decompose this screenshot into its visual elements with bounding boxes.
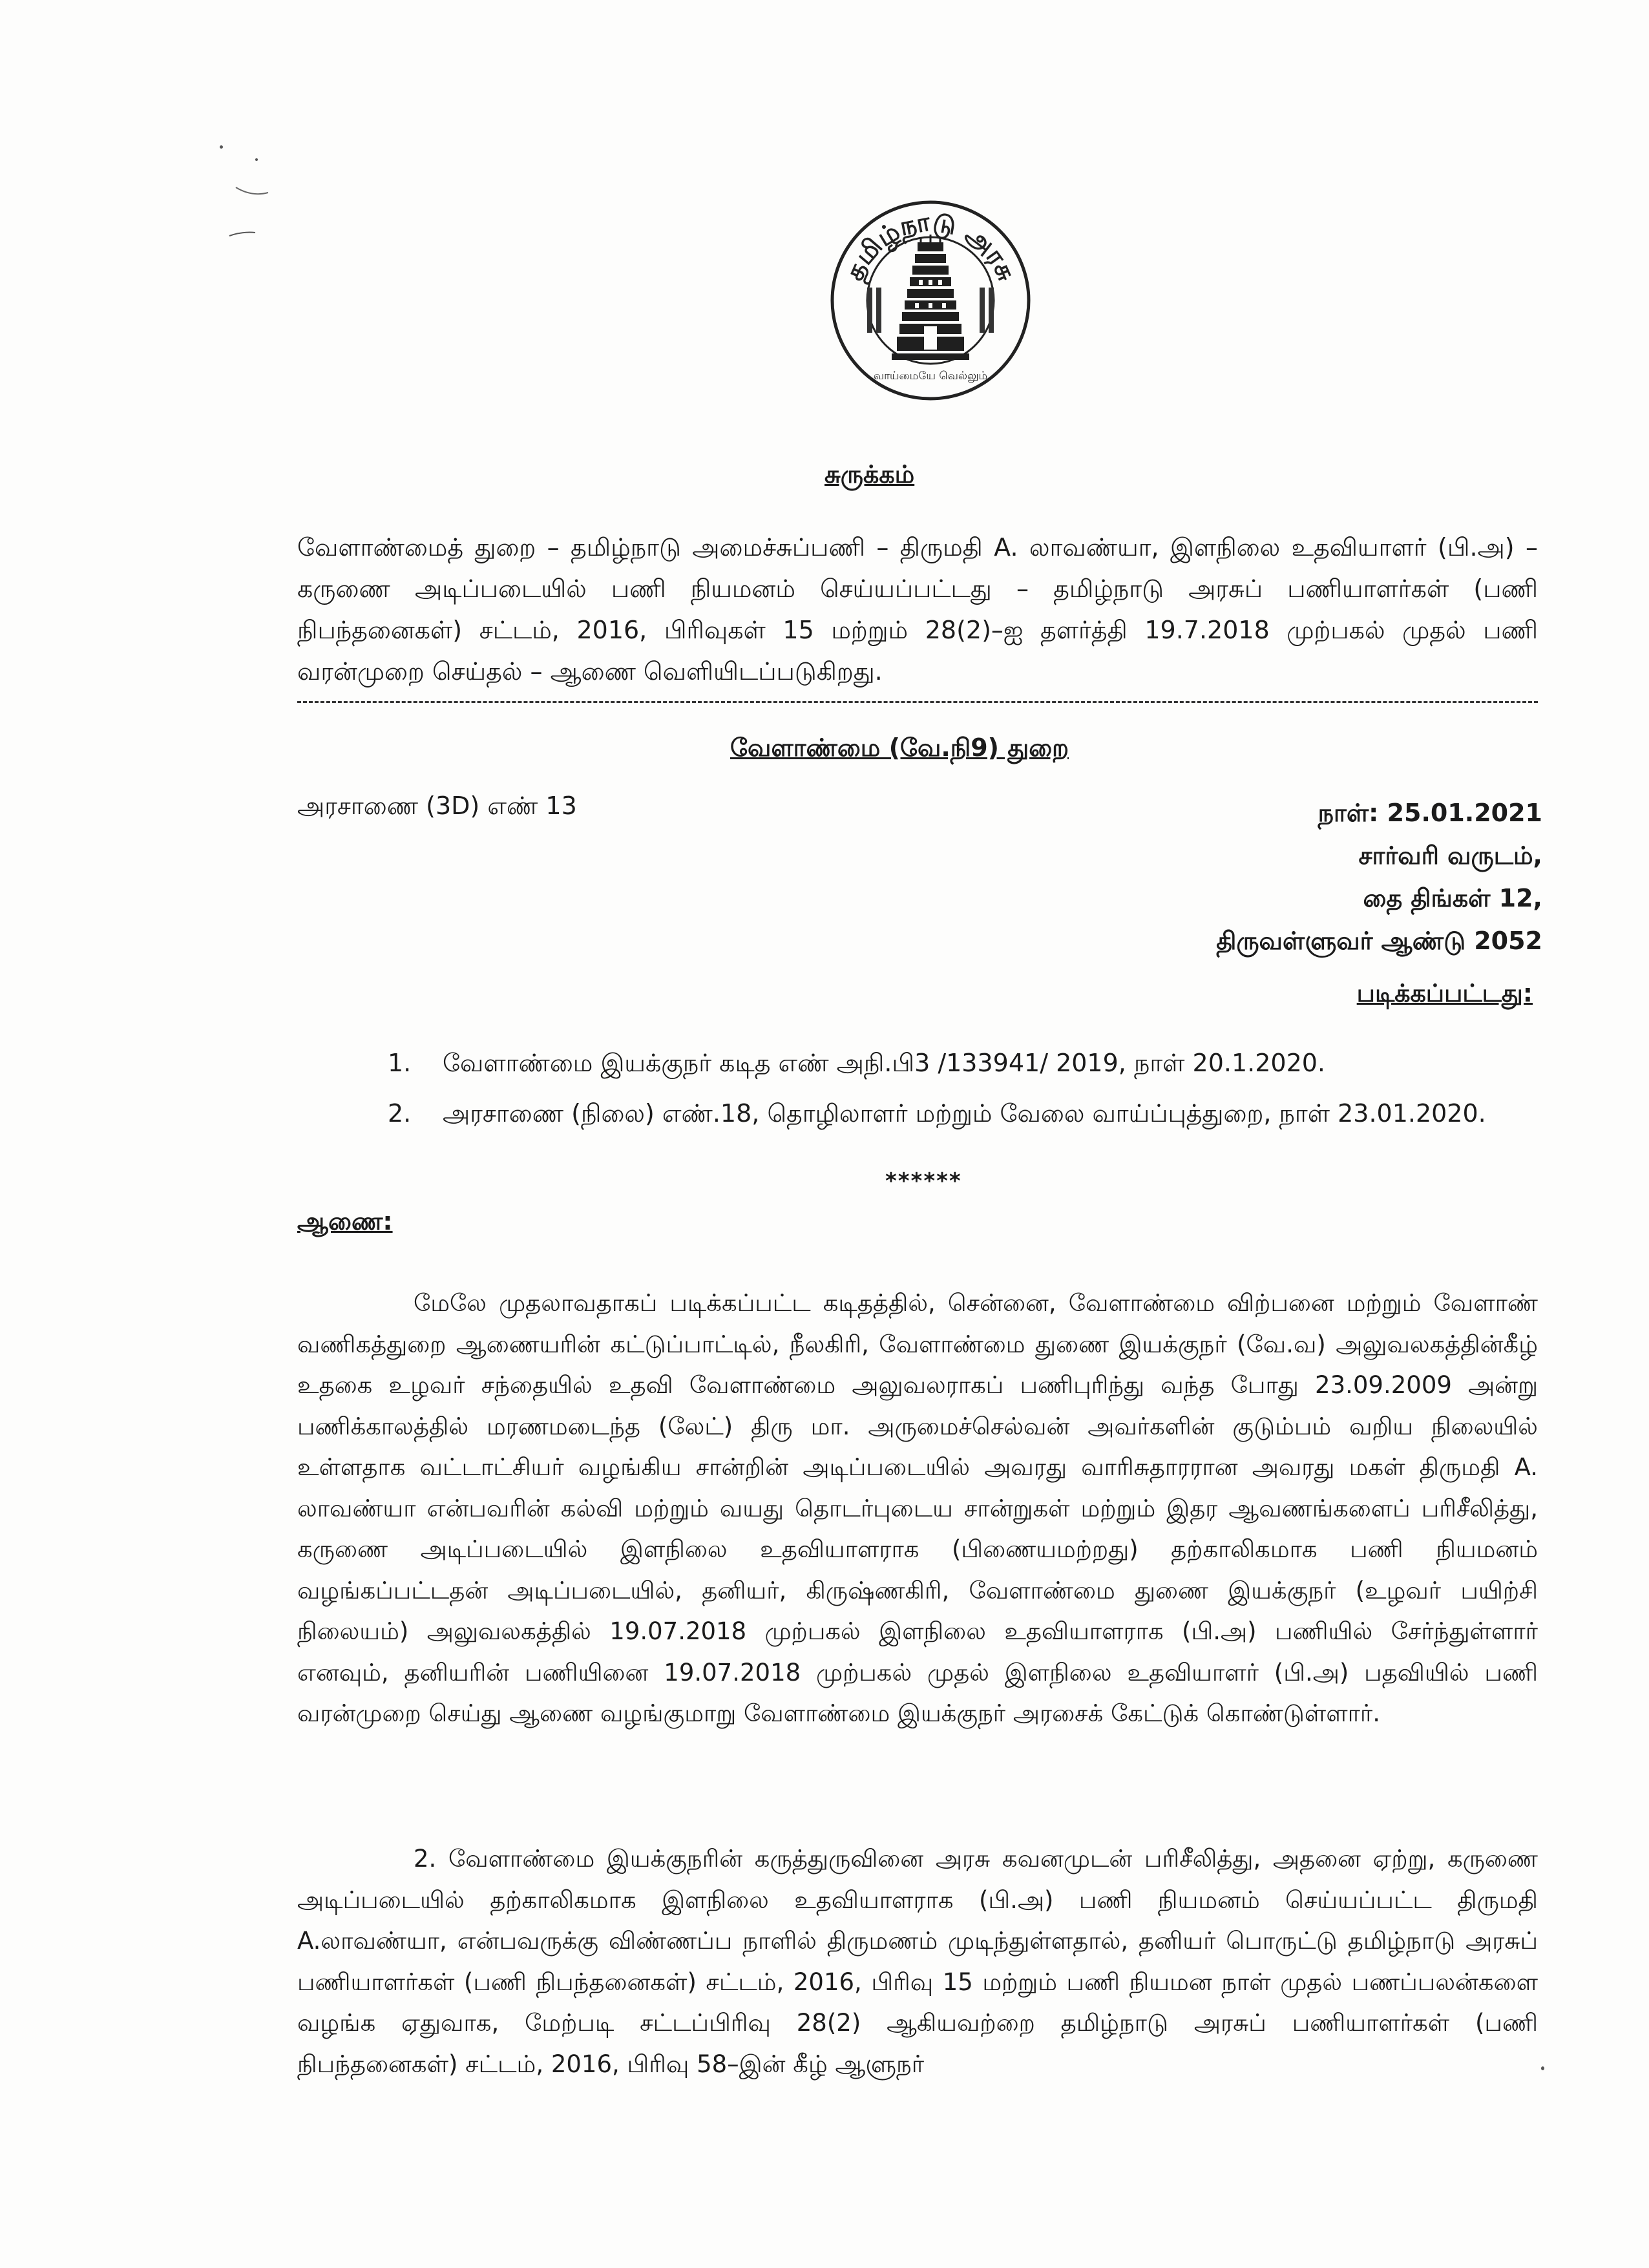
emblem-motto: வாய்மையே வெல்லும் [873,370,988,383]
order-paragraph-1: மேலே முதலாவதாகப் படிக்கப்பட்ட கடிதத்தில், சென்னை, வேளாண்மை விற்பனை மற்றும் வேளாண் வணிகத்துறை ஆணையரின் கட்டுப்பாட்டில், நீலகிரி, வேளாண்மை துணை இயக்குநர் (வே.வ) அலுவலகத்தின்கீழ் உதகை உழவர் சந்தையில் உதவி வேளாண்மை அலுவலராகப் பணிபுரிந்து வந்த போது 23.09.2009 அன்று பணிக்காலத்தில் மரணமடைந்த (லேட்) திரு மா. அருமைச்செல்வன் அவர்களின் குடும்பம் வறிய நிலையில் உள்ளதாக வட்டாட்சியர் வழங்கிய சான்றின் அடிப்படையில் அவரது வாரிசுதாரரான அவரது மகள் திருமதி A. லாவண்யா என்பவரின் கல்வி மற்றும் வயது தொடர்புடைய சான்றுகள் மற்றும் இதர ஆவணங்களைப் பரிசீலித்து, கருணை அடிப்படையில் இளநிலை உதவியாளராக (பிணையமற்றது) தற்காலிகமாக பணி நியமனம் வழங்கப்பட்டதன் அடிப்படையில், தனியர், கிருஷ்ணகிரி, வேளாண்மை துணை இயக்குநர் (உழவர் பயிற்சி நிலையம்) அலுவலகத்தில் 19.07.2018 முற்பகல் இளநிலை உதவியாளராக (பி.அ) பணியில் சேர்ந்துள்ளார் எனவும், தனியரின் பணியினை 19.07.2018 முற்பகல் முதல் இளநிலை உதவியாளர் (பி.அ) பதவியில் பணி வரன்முறை செய்து ஆணை வழங்குமாறு வேளாண்மை இயக்குநர் அரசைக் கேட்டுக் கொண்டுள்ளார். [297,1289,1538,1727]
reference-text: அரசாணை (நிலை) எண்.18, தொழிலாளர் மற்றும் வேலை வாய்ப்புத்துறை, நாள் 23.01.2020. [443,1099,1486,1128]
emblem-ring-text: தமிழ்நாடு அரசு [839,207,1022,285]
dashed-separator [297,701,1538,703]
references-list [388,1044,1551,1144]
reference-number: 1. [388,1049,412,1077]
document-title: சுருக்கம் [824,460,915,488]
order-paragraph-2: 2. வேளாண்மை இயக்குநரின் கருத்துருவினை அரசு கவனமுடன் பரிசீலித்து, அதனை ஏற்று, கருணை அடிப்படையில் தற்காலிகமாக இளநிலை உதவியாளராக (பி.அ) பணி நியமனம் செய்யப்பட்ட திருமதி A.லாவண்யா, என்பவருக்கு விண்ணப்ப நாளில் திருமணம் முடிந்துள்ளதால், தனியர் பொருட்டு தமிழ்நாடு அரசுப் பணியாளர்கள் (பணி நிபந்தனைகள்) சட்டம், 2016, பிரிவு 15 மற்றும் பணி நியமன நாள் முதல் பணப்பலன்களை வழங்க ஏதுவாக, மேற்படி சட்டப்பிரிவு 28(2) ஆகியவற்றை தமிழ்நாடு அரசுப் பணியாளர்கள் (பணி நிபந்தனைகள்) சட்டம், 2016, பிரிவு 58–இன் கீழ் ஆளுநர் [297,1845,1538,2078]
scan-mark [223,174,281,246]
emblem-image [821,191,1040,410]
go-number: அரசாணை (3D) எண் 13 [297,792,577,820]
subject-paragraph: வேளாண்மைத் துறை – தமிழ்நாடு அமைச்சுப்பணி – திருமதி A. லாவண்யா, இளநிலை உதவியாளர் (பி.அ) – கருணை அடிப்படையில் பணி நியமனம் செய்யப்பட்டது – தமிழ்நாடு அரசுப் பணியாளர்கள் (பணி நிபந்தனைகள்) சட்டம், 2016, பிரிவுகள் 15 மற்றும் 28(2)–ஐ தளர்த்தி 19.7.2018 முற்பகல் முதல் பணி வரன்முறை செய்தல் – ஆணை வெளியிடப்படுகிறது. [297,533,1538,686]
thiruvalluvar-year: திருவள்ளுவர் ஆண்டு 2052 [1216,927,1542,955]
star-separator: ****** [885,1168,962,1194]
scan-speck [1541,2066,1544,2070]
reference-item [388,1094,1551,1133]
reference-item [388,1044,1551,1082]
order-heading: ஆணை: [297,1207,393,1235]
scan-speck [255,158,258,161]
reference-number: 2. [388,1099,412,1128]
reference-text: வேளாண்மை இயக்குநர் கடித எண் அநி.பி3 /133941/ 2019, நாள் 20.1.2020. [443,1049,1326,1077]
tamil-month: தை திங்கள் 12, [1363,884,1542,912]
date-block [1216,792,1542,962]
department-heading: வேளாண்மை (வே.நி9) துறை [730,733,1069,762]
date: நாள்: 25.01.2021 [1318,799,1542,827]
read-heading: படிக்கப்பட்டது: [1356,979,1533,1007]
tamil-year: சார்வரி வருடம், [1358,841,1542,870]
scan-speck [220,145,223,149]
